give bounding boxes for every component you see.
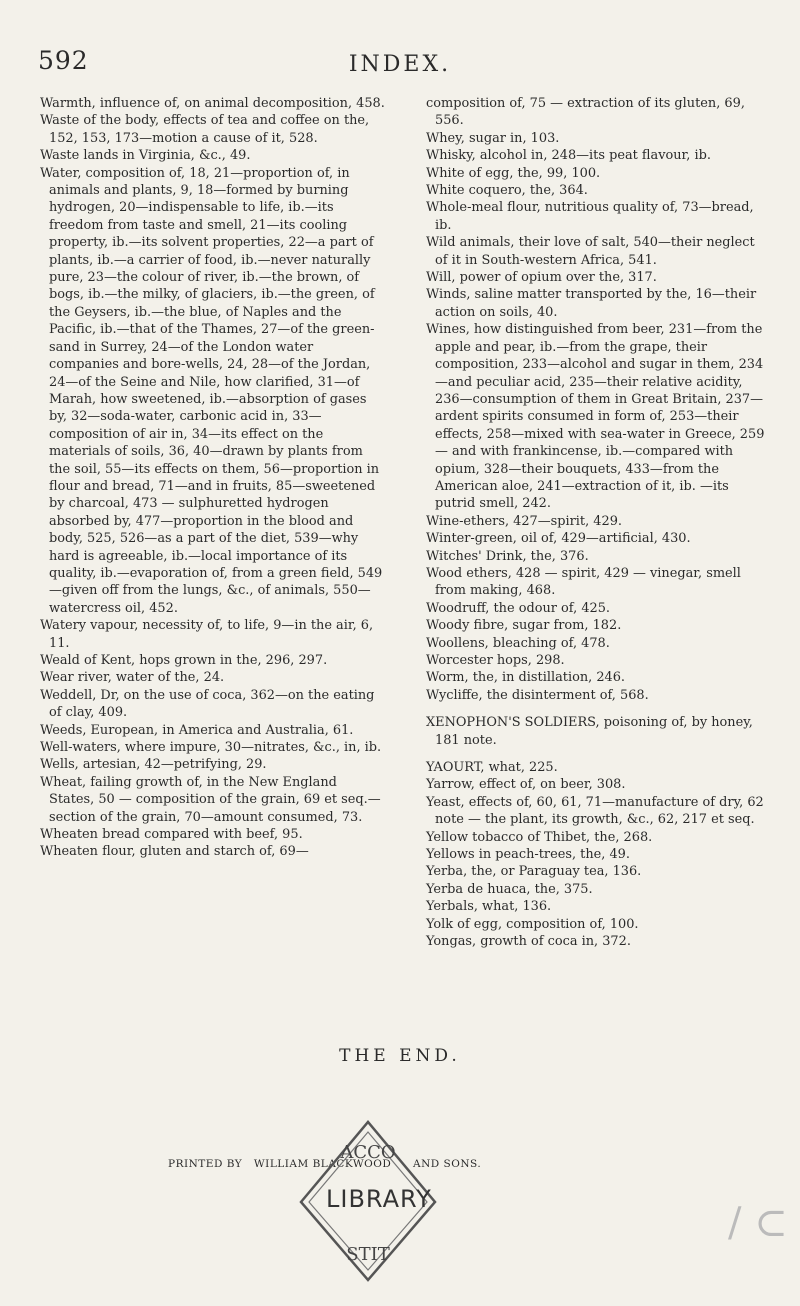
printer-name: WILLIAM BLACKWOOD bbox=[253, 1158, 392, 1170]
index-entry: Wild animals, their love of salt, 540—their neglect of it in South-western Africa, 541. bbox=[426, 235, 755, 268]
index-entry: Witches' Drink, the, 376. bbox=[426, 548, 589, 564]
index-entry: Waste of the body, effects of tea and coffee on the, 152, 153, 173—motion a cause of it, 528. bbox=[40, 113, 370, 146]
index-entry: Yongas, growth of coca in, 372. bbox=[426, 934, 631, 950]
index-entry: Wheaten flour, gluten and starch of, 69— bbox=[40, 844, 309, 860]
index-entry: Winds, saline matter transported by the, 16—their action on soils, 40. bbox=[426, 287, 757, 320]
index-entry: Waste lands in Virginia, &c., 49. bbox=[40, 148, 251, 164]
index-entry: Woody fibre, sugar from, 182. bbox=[426, 618, 622, 634]
index-entry: Wycliffe, the disinterment of, 568. bbox=[426, 687, 649, 703]
index-entry: Yellow tobacco of Thibet, the, 268. bbox=[426, 829, 653, 845]
index-entry: Wood ethers, 428 — spirit, 429 — vinegar, smell from making, 468. bbox=[426, 565, 741, 599]
index-entry: Yellows in peach-trees, the, 49. bbox=[426, 847, 630, 863]
index-entry: YAOURT, what, 225. bbox=[426, 760, 558, 776]
index-entry: Wine-ethers, 427—spirit, 429. bbox=[426, 513, 622, 529]
index-entry: Whole-meal flour, nutritious quality of, 73—bread, ib. bbox=[426, 200, 754, 233]
index-entry: Whey, sugar in, 103. bbox=[426, 130, 560, 146]
index-entry: Yerbals, what, 136. bbox=[426, 899, 552, 915]
index-entry: Winter-green, oil of, 429—artificial, 430. bbox=[426, 531, 691, 547]
index-entry: Weddell, Dr, on the use of coca, 362—on the eating of clay, 409. bbox=[40, 687, 375, 721]
index-column-left bbox=[40, 95, 385, 861]
index-entry: Woollens, bleaching of, 478. bbox=[426, 635, 610, 651]
the-end-text: THE END. bbox=[339, 1046, 461, 1066]
pencil-mark: / ⊂ bbox=[728, 1200, 788, 1246]
index-entry: Yerba de huaca, the, 375. bbox=[426, 881, 593, 897]
index-entry: composition of, 75 — extraction of its gluten, 69, 556. bbox=[426, 96, 745, 129]
index-entry: Wheat, failing growth of, in the New England States, 50 — composition of the grain, 69 et seq.—section of the grain, 70—amount consumed, 73. bbox=[40, 774, 381, 825]
index-entry: Whisky, alcohol in, 248—its peat flavour, ib. bbox=[426, 148, 711, 164]
stamp-library-text: LIBRARY bbox=[326, 1185, 432, 1213]
index-entry: White coquero, the, 364. bbox=[426, 183, 588, 199]
index-entry: Wheaten bread compared with beef, 95. bbox=[40, 827, 303, 843]
index-entry: Weeds, European, in America and Australia, 61. bbox=[40, 722, 354, 738]
page-number: 592 bbox=[38, 46, 89, 75]
index-entry: White of egg, the, 99, 100. bbox=[426, 165, 601, 181]
printed-suffix: AND SONS. bbox=[413, 1158, 482, 1170]
index-entry: Worm, the, in distillation, 246. bbox=[426, 670, 626, 686]
index-entry: Wines, how distinguished from beer, 231—from the apple and pear, ib.—from the grape, their composition, 233—alcohol and sugar in them, 234—and peculiar acid, 235—their relative acidity, 236—consumption of them in Great Britain, 237—ardent spirits consumed in form of, 253—their effects, 258—mixed with sea-water in Greece, 259 — and with frankincense, ib.—compared with opium, 328—their bouquets, 433—from the American aloe, 241—extraction of it, ib. —its putrid smell, 242. bbox=[426, 322, 765, 512]
page-title: INDEX. bbox=[348, 52, 452, 77]
printer-imprint bbox=[168, 1110, 668, 1290]
index-entry: Well-waters, where impure, 30—nitrates, &c., in, ib. bbox=[40, 740, 382, 756]
index-entry: Yarrow, effect of, on beer, 308. bbox=[426, 777, 626, 793]
index-entry: Yeast, effects of, 60, 61, 71—manufacture of dry, 62 note — the plant, its growth, &c., 62, 217 et seq. bbox=[426, 794, 764, 828]
index-entry: Woodruff, the odour of, 425. bbox=[426, 600, 611, 616]
stamp-top-text: ACCO bbox=[340, 1142, 396, 1163]
index-entry: Wear river, water of the, 24. bbox=[40, 670, 225, 686]
index-column-right bbox=[426, 95, 771, 951]
index-entry: Worcester hops, 298. bbox=[426, 653, 565, 668]
index-entry: Wells, artesian, 42—petrifying, 29. bbox=[40, 757, 267, 773]
printed-prefix: PRINTED BY bbox=[168, 1158, 243, 1170]
index-entry: XENOPHON'S SOLDIERS, poisoning of, by honey, 181 note. bbox=[426, 715, 753, 748]
index-entry: Yerba, the, or Paraguay tea, 136. bbox=[426, 864, 642, 880]
stamp-bottom-text: STIT bbox=[346, 1244, 390, 1265]
index-entry: Warmth, influence of, on animal decomposition, 458. bbox=[40, 96, 385, 111]
index-entry: Water, composition of, 18, 21—proportion of, in animals and plants, 9, 18—formed by burning hydrogen, 20—indispensable to life, ib.—its freedom from taste and smell, 21—its cooling property, ib.—its solvent properties, 22—a part of plants, ib.—a carrier of food, ib.—never naturally pure, 23—the colour of river, ib.—the brown, of bogs, ib.—the milky, of glaciers, ib.—the green, of the Geysers, ib.—the blue, of Naples and the Pacific, ib.—that of the Thames, 27—of the green-sand in Surrey, 24—of the London water companies and bore-wells, 24, 28—of the Jordan, 24—of the Seine and Nile, how clarified, 31—of Marah, how sweetened, ib.—absorption of gases by, 32—soda-water, carbonic acid in, 33—composition of air in, 34—its effect on the materials of soils, 36, 40—drawn by plants from the soil, 55—its effects on them, 56—proportion in flour and bread, 71—and in fruits, 85—sweetened by charcoal, 473 — sulphuretted hydrogen absorbed by, 477—proportion in the blood and body, 525, 526—as a part of the diet, 539—why hard is agreeable, ib.—local importance of its quality, ib.—evaporation of, from a green field, 549—given off from the lungs, &c., of animals, 550—watercress oil, 452. bbox=[40, 165, 383, 616]
index-entry: Watery vapour, necessity of, to life, 9—in the air, 6, 11. bbox=[40, 618, 374, 651]
index-entry: Yolk of egg, composition of, 100. bbox=[426, 916, 639, 932]
index-entry: Will, power of opium over the, 317. bbox=[426, 270, 657, 286]
index-entry: Weald of Kent, hops grown in the, 296, 297. bbox=[40, 653, 328, 668]
